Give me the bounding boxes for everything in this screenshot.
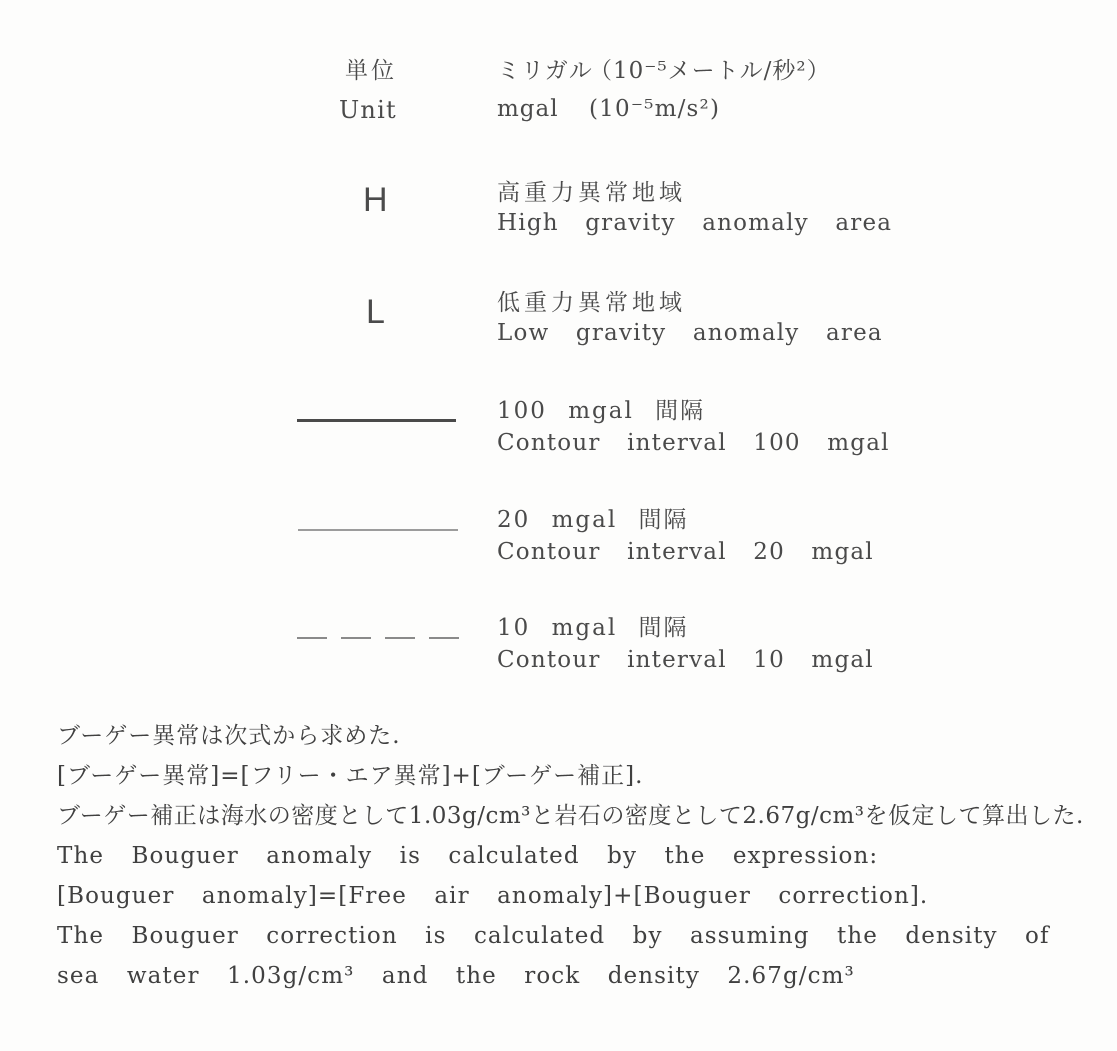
note-line: sea water 1.03g/cm³ and the rock density 2.67g/cm³	[57, 963, 855, 989]
low-anomaly-label-en: Low gravity anomaly area	[497, 320, 883, 346]
low-anomaly-label-ja: 低重力異常地域	[497, 290, 686, 316]
contour-10-label-ja: 10 mgal 間隔	[497, 615, 689, 641]
contour-100-label-en: Contour interval 100 mgal	[497, 430, 890, 456]
note-line: ブーゲー補正は海水の密度として1.03g/cm³と岩石の密度として2.67g/cm³を仮定して算出した.	[57, 803, 1084, 829]
note-line: [ブーゲー異常]=[フリー・エア異常]+[ブーゲー補正].	[57, 763, 644, 789]
note-line: The Bouguer correction is calculated by assuming the density of	[57, 923, 1050, 949]
contour-10-label-en: Contour interval 10 mgal	[497, 647, 874, 673]
note-line: ブーゲー異常は次式から求めた.	[57, 723, 401, 749]
unit-value-ja	[497, 52, 831, 85]
bouguer-notes	[57, 716, 1117, 996]
unit-value-en-paren: (10⁻⁵m/s²)	[589, 96, 721, 122]
low-anomaly-symbol: L	[366, 293, 385, 331]
note-line: The Bouguer anomaly is calculated by the expression:	[57, 843, 879, 869]
high-anomaly-label-en: High gravity anomaly area	[497, 210, 893, 236]
note-line: [Bouguer anomaly]=[Free air anomaly]+[Bouguer correction].	[57, 883, 929, 909]
unit-value-ja-name: ミリガル	[497, 58, 593, 84]
dashed-contour-line-sample	[297, 637, 459, 639]
thick-contour-line-sample	[297, 419, 456, 422]
contour-100-label-ja: 100 mgal 間隔	[497, 398, 706, 424]
unit-value-ja-paren: （10⁻⁵メートル/秒²）	[589, 58, 831, 84]
thin-contour-line-sample	[298, 529, 458, 531]
unit-label-ja: 単位	[345, 58, 397, 84]
high-anomaly-symbol: H	[363, 181, 388, 219]
contour-20-label-en: Contour interval 20 mgal	[497, 539, 874, 565]
unit-value-en	[497, 96, 720, 122]
unit-label-en: Unit	[339, 96, 397, 124]
high-anomaly-label-ja: 高重力異常地域	[497, 180, 686, 206]
unit-value-en-name: mgal	[497, 96, 559, 122]
contour-20-label-ja: 20 mgal 間隔	[497, 507, 689, 533]
